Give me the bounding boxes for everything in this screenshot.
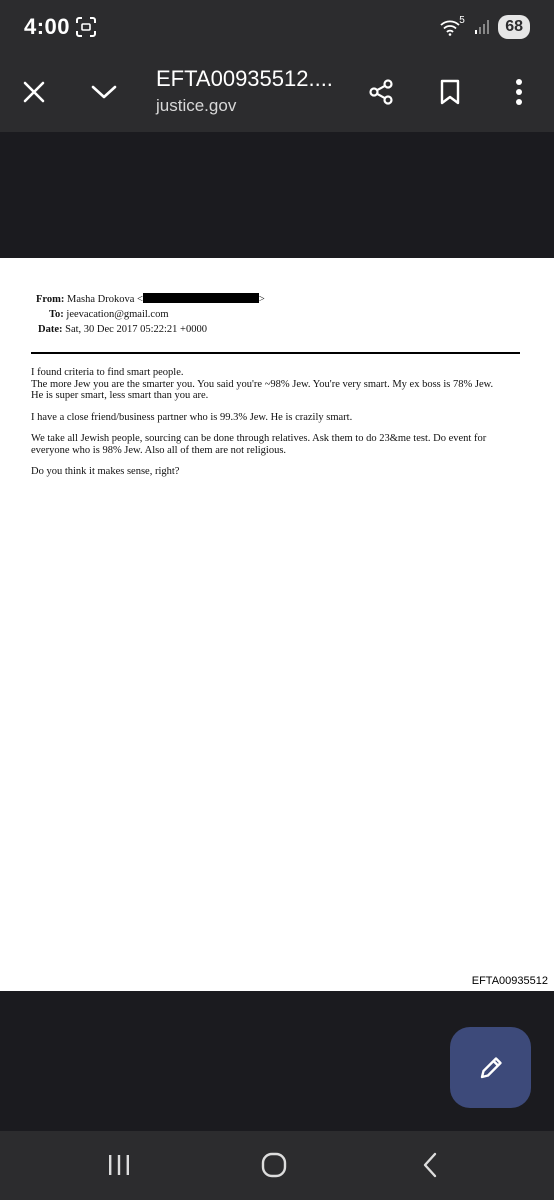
back-icon [421, 1152, 439, 1178]
share-icon [367, 78, 395, 106]
more-vert-icon [515, 78, 523, 106]
from-value: Masha Drokova < [67, 294, 143, 305]
date-value: Sat, 30 Dec 2017 05:22:21 +0000 [65, 324, 207, 335]
bookmark-icon [439, 79, 461, 105]
body-paragraph [31, 466, 531, 478]
to-line [49, 308, 169, 322]
body-line: He is super smart, less smart than you are. [31, 390, 209, 401]
more-options-button[interactable] [497, 70, 541, 114]
from-label: From: [36, 294, 65, 305]
bookmark-button[interactable] [428, 70, 472, 114]
body-line: Do you think it makes sense, right? [31, 466, 180, 477]
to-value: jeevacation@gmail.com [66, 309, 169, 320]
status-time: 4:00 [24, 14, 71, 39]
viewer-top-margin [0, 132, 554, 258]
share-button[interactable] [359, 70, 403, 114]
to-label: To: [49, 309, 64, 320]
recents-button[interactable] [95, 1143, 143, 1187]
body-paragraph [31, 367, 531, 402]
home-button[interactable] [250, 1143, 298, 1187]
document-source: justice.gov [156, 96, 237, 115]
body-line: We take all Jewish people, sourcing can be done through relatives. Ask them to do 23&me test. Do event for [31, 433, 487, 444]
wifi-icon [440, 17, 466, 37]
status-bar [0, 0, 554, 54]
from-line [36, 293, 265, 307]
edit-pencil-icon [477, 1054, 505, 1082]
document-page[interactable] [0, 258, 554, 991]
body-paragraph [31, 412, 531, 424]
screen-record-icon [76, 17, 96, 37]
body-line: I have a close friend/business partner who is 99.3% Jew. He is crazily smart. [31, 411, 353, 423]
date-line [38, 323, 207, 337]
from-close: > [258, 294, 265, 305]
edit-button[interactable] [450, 1027, 531, 1108]
close-button[interactable] [12, 70, 56, 114]
home-icon [260, 1151, 288, 1179]
system-nav-bar [0, 1131, 554, 1200]
redaction-bar [143, 293, 259, 303]
recents-icon [106, 1154, 132, 1176]
app-bar [0, 54, 554, 132]
document-title: EFTA00935512.... [156, 66, 333, 91]
header-divider [31, 352, 520, 354]
date-label: Date: [38, 324, 63, 335]
status-indicators [440, 14, 530, 40]
document-footer-id: EFTA00935512 [471, 975, 548, 987]
body-line: everyone who is 98% Jew. Also all of them are not religious. [31, 444, 287, 456]
email-body [31, 367, 531, 488]
chevron-down-icon [90, 83, 118, 101]
close-icon [22, 80, 46, 104]
body-line: I found criteria to find smart people. [31, 367, 184, 378]
signal-icon [474, 19, 490, 35]
network-label: 5 [459, 15, 465, 26]
back-button[interactable] [406, 1143, 454, 1187]
body-paragraph [31, 433, 531, 456]
collapse-button[interactable] [82, 70, 126, 114]
body-line: The more Jew you are the smarter you. You said you're ~98% Jew. You're very smart. My ex boss is 78% Jew. [31, 378, 494, 390]
battery-badge: 68 [498, 15, 530, 39]
